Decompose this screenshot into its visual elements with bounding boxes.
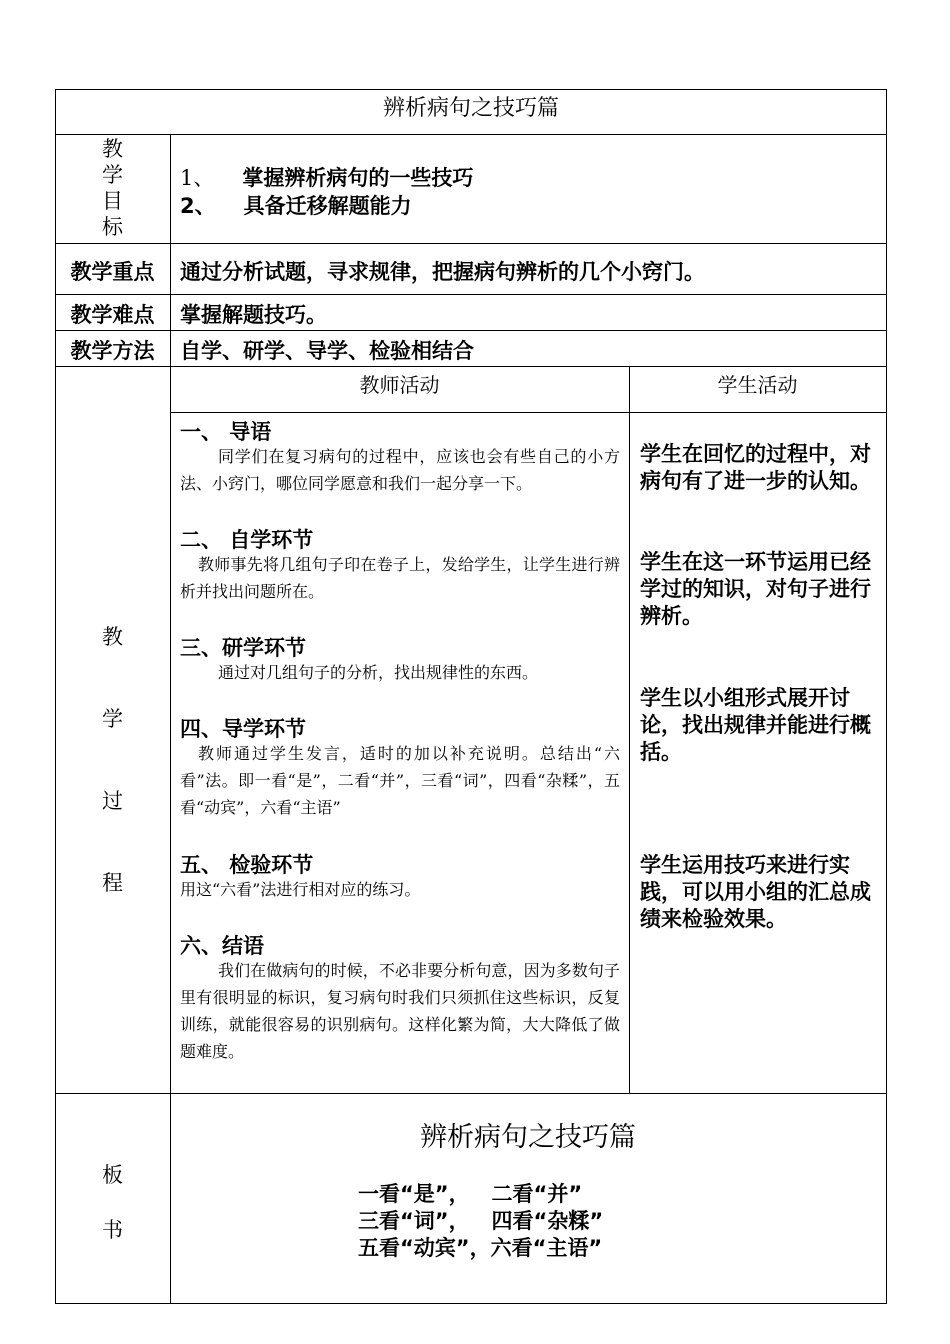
method-text: 自学、研学、导学、检验相结合 — [180, 339, 474, 363]
row-divider — [170, 412, 887, 413]
method-label: 教学方法 — [70, 339, 155, 363]
row-divider — [55, 134, 887, 135]
student-note: 学生在回忆的过程中，对病句有了进一步的认知。 — [640, 442, 871, 493]
row-divider — [55, 243, 887, 244]
goals-label-char: 目 — [102, 189, 123, 213]
section-body: 我们在做病句的时候，不必非要分析句意，因为多数句子里有很明显的标识，复习病句时我们只须抓住这些标识，反复训练，就能很容易的识别病句。这样化繁为简，大大降低了做题难度。 — [180, 961, 620, 1061]
table-border-top — [55, 89, 887, 90]
section-body: 同学们在复习病句的过程中，应该也会有些自己的小方法、小窍门，哪位同学愿意和我们一起分享一下。 — [180, 447, 620, 493]
goals-label-char: 标 — [102, 215, 123, 239]
section-body: 教师通过学生发言，适时的加以补充说明。总结出“六看”法。即一看“是”，二看“并”，三看“词”，四看“杂糅”，五看“动宾”，六看“主语” — [180, 744, 620, 817]
section-body: 通过对几组句子的分析，找出规律性的东西。 — [218, 663, 539, 682]
goal-item-2 — [180, 190, 412, 220]
process-label-char: 教 — [102, 625, 123, 649]
goals-label — [55, 136, 170, 240]
goal-text: 掌握辨析病句的一些技巧 — [242, 166, 474, 190]
section-body: 用这“六看”法进行相对应的练习。 — [180, 880, 421, 899]
row-divider — [55, 330, 887, 331]
table-border-right — [886, 89, 887, 1304]
section-heading: 二、 自学环节 — [180, 528, 314, 552]
row-divider — [55, 366, 887, 367]
section-body: 教师事先将几组句子印在卷子上，发给学生，让学生进行辨析并找出问题所在。 — [180, 555, 620, 601]
goal-item-1 — [180, 162, 473, 192]
board-label-char: 板 — [102, 1163, 123, 1187]
key-point-label: 教学重点 — [70, 260, 155, 284]
goals-label-char: 教 — [102, 137, 123, 161]
teacher-activity-header: 教师活动 — [359, 373, 440, 397]
page-title: 辨析病句之技巧篇 — [382, 96, 559, 121]
section-heading: 五、 检验环节 — [180, 853, 314, 877]
section-heading: 一、 导语 — [180, 420, 272, 444]
goal-number: 1、 — [180, 166, 215, 190]
section-heading: 四、导学环节 — [180, 717, 306, 741]
key-point-text: 通过分析试题，寻求规律，把握病句辨析的几个小窍门。 — [180, 260, 705, 284]
goal-text: 具备迁移解题能力 — [243, 194, 412, 218]
student-note: 学生运用技巧来进行实践，可以用小组的汇总成绩来检验效果。 — [640, 853, 871, 931]
board-line: 三看“词”， 四看“杂糅” — [358, 1209, 604, 1233]
column-divider — [629, 366, 630, 1094]
row-divider — [55, 1093, 887, 1094]
process-label-char: 过 — [102, 789, 123, 813]
board-title: 辨析病句之技巧篇 — [420, 1122, 636, 1153]
student-note: 学生在这一环节运用已经学过的知识，对句子进行辨析。 — [640, 550, 871, 628]
goal-number: 2、 — [180, 194, 216, 218]
board-line: 五看“动宾”，六看“主语” — [358, 1236, 603, 1260]
table-border-bottom — [55, 1303, 887, 1304]
student-note: 学生以小组形式展开讨论，找出规律并能进行概括。 — [640, 686, 871, 764]
process-label-char: 学 — [102, 707, 123, 731]
process-label — [55, 596, 170, 924]
student-activity-header: 学生活动 — [717, 373, 798, 397]
difficulty-label: 教学难点 — [70, 303, 155, 327]
process-label-char: 程 — [102, 871, 123, 895]
board-label — [55, 1148, 170, 1258]
row-divider — [55, 294, 887, 295]
section-heading: 三、研学环节 — [180, 636, 306, 660]
board-line: 一看“是”， 二看“并” — [358, 1182, 583, 1206]
board-label-char: 书 — [102, 1218, 123, 1242]
section-heading: 六、结语 — [180, 934, 264, 958]
goals-label-char: 学 — [102, 163, 123, 187]
difficulty-text: 掌握解题技巧。 — [180, 303, 327, 327]
